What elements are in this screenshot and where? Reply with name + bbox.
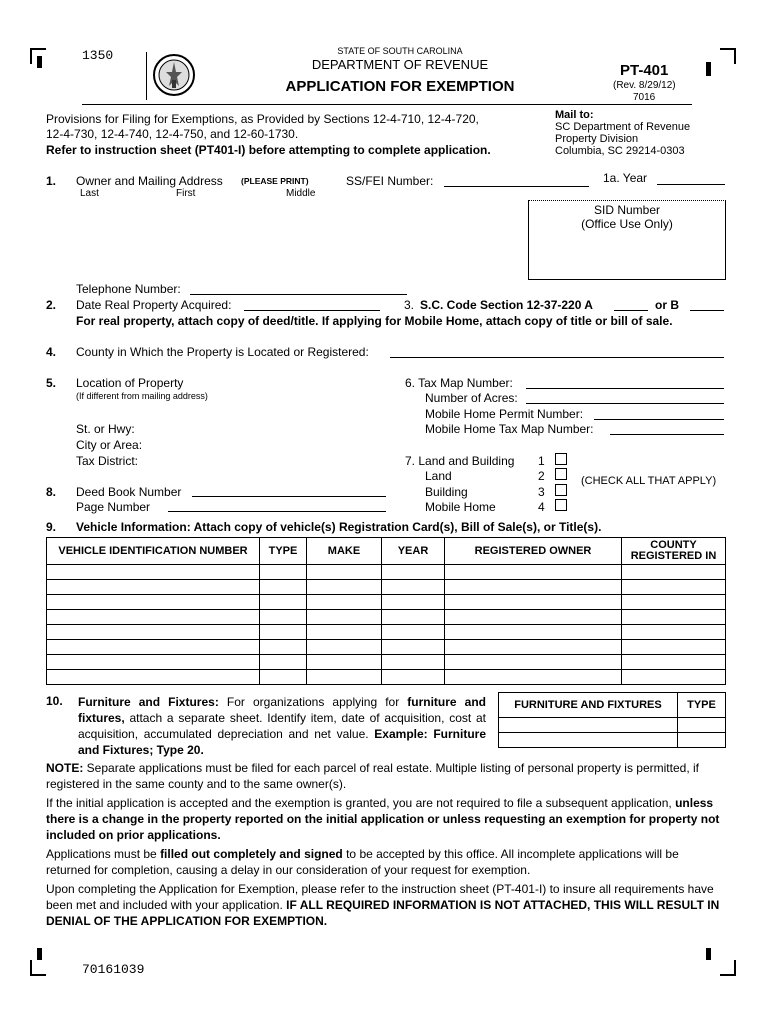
table-row[interactable] bbox=[47, 670, 726, 685]
please-print: (PLEASE PRINT) bbox=[241, 176, 309, 186]
corner-mark-bottom-left bbox=[30, 960, 46, 976]
p2-text: If the initial application is accepted and the exemption is granted, you are not required to file a subsequent application, bbox=[46, 796, 676, 810]
provisions-line1: Provisions for Filing for Exemptions, as Provided by Sections 12-4-710, 12-4-720, bbox=[46, 112, 479, 126]
checkbox-land[interactable] bbox=[555, 468, 567, 480]
initial-application-paragraph bbox=[46, 795, 726, 843]
section5-label: Location of Property bbox=[76, 376, 184, 390]
section9-number: 9. bbox=[46, 520, 57, 534]
section10-number: 10. bbox=[46, 694, 63, 708]
table-row[interactable] bbox=[47, 580, 726, 595]
note-label: NOTE: bbox=[46, 761, 84, 775]
department-name: DEPARTMENT OF REVENUE bbox=[311, 57, 489, 72]
notes-block bbox=[46, 760, 726, 929]
section10-text2: attach a separate sheet. Identify item, date of acquisition, cost at acquisition, accumulated depreciation and net value. bbox=[78, 711, 486, 741]
corner-mark-bottom-right bbox=[720, 960, 736, 976]
property-type-num-4: 4 bbox=[538, 500, 545, 514]
mail-to-line2: Property Division bbox=[555, 133, 639, 145]
table-row[interactable] bbox=[47, 625, 726, 640]
acres-label: Number of Acres: bbox=[425, 391, 518, 405]
note-paragraph bbox=[46, 760, 726, 792]
col-type: TYPE bbox=[260, 538, 307, 565]
section2-label: Date Real Property Acquired: bbox=[76, 298, 232, 312]
state-seal-icon bbox=[152, 50, 196, 100]
form-id: PT-401 bbox=[620, 62, 669, 79]
vehicle-table bbox=[46, 537, 726, 685]
tax-map-label: 6. Tax Map Number: bbox=[405, 376, 513, 390]
section10-lead: Furniture and Fixtures: bbox=[78, 695, 219, 709]
header-divider-left bbox=[146, 52, 147, 100]
barcode-number: 70161039 bbox=[82, 962, 145, 977]
p4-bold: IF ALL REQUIRED INFORMATION IS NOT ATTACHED, THIS WILL RESULT IN DENIAL OF THE APPLICATION FOR EXEMPTION. bbox=[46, 898, 720, 928]
header-rule bbox=[82, 104, 692, 105]
section2-number: 2. bbox=[46, 298, 57, 312]
checkbox-building[interactable] bbox=[555, 484, 567, 496]
tax-district-label: Tax District: bbox=[76, 454, 139, 468]
col-make: MAKE bbox=[307, 538, 382, 565]
col-county-registered: COUNTY REGISTERED IN bbox=[622, 538, 726, 565]
table-row[interactable] bbox=[47, 640, 726, 655]
owner-address-area[interactable] bbox=[76, 200, 516, 278]
page-number-label: Page Number bbox=[76, 500, 151, 514]
mh-permit-input[interactable] bbox=[594, 407, 724, 420]
checkbox-land-building[interactable] bbox=[555, 453, 567, 465]
state-name: STATE OF SOUTH CAROLINA bbox=[337, 46, 463, 56]
section5-number: 5. bbox=[46, 376, 57, 390]
mh-tax-map-label: Mobile Home Tax Map Number: bbox=[425, 422, 594, 436]
property-type-num-1: 1 bbox=[538, 454, 545, 468]
date-acquired-input[interactable] bbox=[244, 298, 380, 311]
section5-sublabel: (If different from mailing address) bbox=[76, 391, 208, 401]
col-registered-owner: REGISTERED OWNER bbox=[445, 538, 622, 565]
sid-office-use: (Office Use Only) bbox=[581, 217, 673, 231]
mail-to-line1: SC Department of Revenue bbox=[555, 121, 691, 133]
refer-instructions: Refer to instruction sheet (PT401-I) before attempting to complete application. bbox=[46, 143, 491, 157]
property-type-land-building: 7. Land and Building bbox=[405, 454, 515, 468]
p2-bold: unless there is a change in the property reported on the initial application or unless requesting an exemption for property not included on prior applications. bbox=[46, 796, 720, 842]
section1-number: 1. bbox=[46, 174, 57, 188]
corner-bar-top-left bbox=[37, 56, 42, 68]
mail-to-label: Mail to: bbox=[555, 109, 594, 121]
corner-bar-bottom-left bbox=[37, 948, 42, 960]
p3-bold: filled out completely and signed bbox=[160, 847, 343, 861]
code-a-input[interactable] bbox=[614, 298, 648, 311]
col-furniture-type: TYPE bbox=[678, 693, 726, 718]
property-type-mobile-home: Mobile Home bbox=[425, 500, 496, 514]
note-text: Separate applications must be filed for each parcel of real estate. Multiple listing of personal property is permitted, if registered in the same county and to the same owner(s). bbox=[46, 761, 699, 791]
deed-book-input[interactable] bbox=[192, 484, 386, 497]
section10-bold2: Example: Furniture and Fixtures; Type 20. bbox=[78, 727, 487, 757]
name-middle-label: Middle bbox=[286, 188, 316, 199]
attach-deed-note: For real property, attach copy of deed/title. If applying for Mobile Home, attach copy of title or bill of sale. bbox=[76, 314, 673, 328]
col-vin: VEHICLE IDENTIFICATION NUMBER bbox=[47, 538, 260, 565]
year-input[interactable] bbox=[657, 172, 725, 185]
provisions-line2: 12-4-730, 12-4-740, 12-4-750, and 12-60-1730. bbox=[46, 127, 299, 141]
col-year: YEAR bbox=[382, 538, 445, 565]
corner-bar-bottom-right bbox=[706, 948, 711, 960]
name-last-label: Last bbox=[80, 188, 99, 199]
corner-bar-top-right bbox=[706, 62, 711, 76]
name-first-label: First bbox=[176, 188, 196, 199]
section3-number: 3. bbox=[404, 298, 415, 312]
table-row[interactable] bbox=[499, 718, 726, 733]
section4-label: County in Which the Property is Located or Registered: bbox=[76, 345, 369, 359]
county-input[interactable] bbox=[390, 345, 724, 358]
telephone-label: Telephone Number: bbox=[76, 282, 181, 296]
table-row[interactable] bbox=[47, 595, 726, 610]
section1-label: Owner and Mailing Address bbox=[76, 174, 223, 188]
col-furniture-fixtures: FURNITURE AND FIXTURES bbox=[499, 693, 678, 718]
tax-map-input[interactable] bbox=[526, 376, 724, 389]
property-type-building: Building bbox=[425, 485, 468, 499]
form-code: 1350 bbox=[82, 48, 114, 63]
p3-text2: to be accepted by this office. All incomplete applications will be returned for completion, causing a delay in our consideration of your request for exemption. bbox=[46, 847, 679, 877]
instruction-paragraph bbox=[46, 881, 726, 929]
corner-mark-top-right bbox=[720, 48, 736, 64]
section10-text1: For organizations applying for bbox=[218, 695, 408, 709]
property-type-num-2: 2 bbox=[538, 469, 545, 483]
deed-book-label: Deed Book Number bbox=[76, 485, 182, 499]
telephone-input[interactable] bbox=[190, 282, 407, 295]
section4-number: 4. bbox=[46, 345, 57, 359]
section8-number: 8. bbox=[46, 485, 57, 499]
furniture-table bbox=[498, 692, 726, 748]
check-all-note: (CHECK ALL THAT APPLY) bbox=[581, 475, 717, 487]
city-label: City or Area: bbox=[76, 438, 143, 452]
property-type-num-3: 3 bbox=[538, 485, 545, 499]
mh-tax-map-input[interactable] bbox=[610, 422, 724, 435]
table-row[interactable] bbox=[47, 655, 726, 670]
acres-input[interactable] bbox=[526, 391, 724, 404]
code-b-input[interactable] bbox=[690, 298, 724, 311]
table-row[interactable] bbox=[47, 565, 726, 580]
st-hwy-label: St. or Hwy: bbox=[76, 422, 135, 436]
ssfei-label: SS/FEI Number: bbox=[346, 174, 434, 188]
vehicle-table-header bbox=[47, 538, 726, 565]
section10-bold1: furniture and fixtures, bbox=[78, 695, 486, 725]
p3-text1: Applications must be bbox=[46, 847, 161, 861]
mail-to-line3: Columbia, SC 29214-0303 bbox=[555, 145, 685, 157]
table-row[interactable] bbox=[47, 610, 726, 625]
table-row[interactable] bbox=[499, 733, 726, 748]
sid-box bbox=[528, 200, 726, 280]
mh-permit-label: Mobile Home Permit Number: bbox=[425, 407, 584, 421]
p4-text: Upon completing the Application for Exemption, please refer to the instruction sheet (PT-401-I) to insure all requirements have been met and included with your application. bbox=[46, 882, 714, 912]
page-number-input[interactable] bbox=[168, 499, 386, 512]
section9-label: Vehicle Information: Attach copy of vehicle(s) Registration Card(s), Bill of Sale(s), or Title(s). bbox=[76, 520, 602, 534]
year-label: 1a. Year bbox=[603, 171, 648, 185]
ssfei-input[interactable] bbox=[444, 174, 589, 187]
section10-text bbox=[78, 694, 486, 758]
form-rev-code: 7016 bbox=[633, 92, 656, 103]
property-type-land: Land bbox=[425, 469, 452, 483]
checkbox-mobile-home[interactable] bbox=[555, 499, 567, 511]
complete-application-paragraph bbox=[46, 846, 726, 878]
form-title: APPLICATION FOR EXEMPTION bbox=[285, 78, 515, 95]
form-revision: (Rev. 8/29/12) bbox=[613, 80, 676, 91]
furniture-table-header bbox=[499, 693, 726, 718]
sid-label: SID Number bbox=[593, 203, 661, 217]
or-b-label: or B bbox=[655, 298, 679, 312]
section3-label: S.C. Code Section 12-37-220 A bbox=[420, 298, 593, 312]
